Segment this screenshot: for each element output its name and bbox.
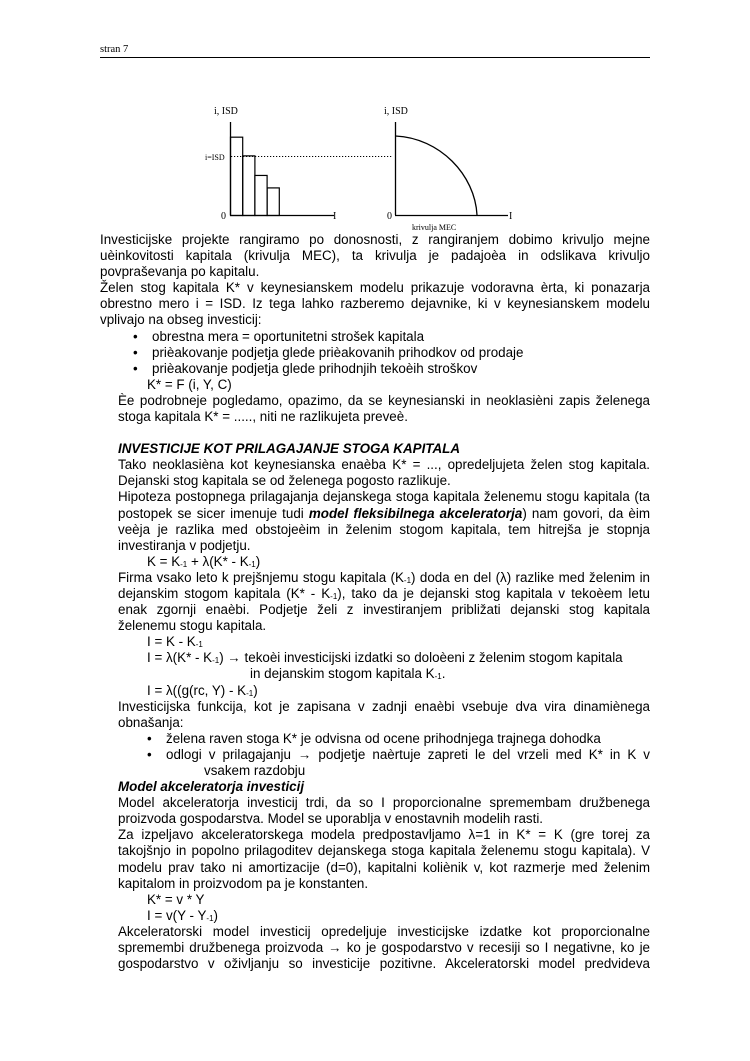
- paragraph: Za izpeljavo akceleratorskega modela predpostavljamo λ=1 in K* = K (gre torej za takojšnjo in popolno prilagoditev dejanskega stoga kapitala želenemu stogu kapitala). V modelu prav tako ni amortizacije (d=0), kapitalni koliènik v, kot razmerje med želenim kapitalom in proizvodom pa je konstanten.: [118, 827, 650, 891]
- equation: $I = v(Y - Y_{-1})$: [147, 907, 219, 923]
- project-bar: [255, 175, 267, 215]
- level-label: i=ISD: [205, 153, 225, 162]
- equation: $I = \lambda(K* - K_{-1})$ → tekoèi investicijski izdatki so doloèeni z želenim stogom kapitala: [147, 650, 623, 666]
- equation: $I = K - K_{-1}$: [147, 634, 203, 650]
- list-item: • prièakovanje podjetja glede prièakovanih prihodkov od prodaje: [133, 345, 650, 361]
- page-number-header: stran 7: [100, 44, 129, 55]
- mec-caption: krivulja MEC: [412, 223, 457, 232]
- equation-continuation: in dejanskim stogom kapitala $K_{-1}$.: [250, 666, 446, 682]
- left-chart: [205, 106, 393, 222]
- section-heading: INVESTICIJE KOT PRILAGAJANJE STOGA KAPITALA: [118, 441, 460, 457]
- list-item: • želena raven stoga K* je odvisna od ocene prihodnjega trajnega dohodka: [147, 731, 650, 747]
- project-bar: [267, 188, 279, 216]
- project-bar: [231, 137, 243, 215]
- right-x-axis-label: I: [509, 211, 513, 222]
- left-origin-label: 0: [221, 211, 226, 222]
- list-item: • odlogi v prilagajanju → podjetje naèrtuje zapreti le del vrzeli med K* in K v vsakem razdobju: [147, 747, 650, 779]
- left-y-axis-label: i, ISD: [214, 106, 238, 117]
- equation: K* = F (i, Y, C): [147, 376, 232, 392]
- paragraph: [118, 489, 650, 553]
- equation: $K = K_{-1} + \lambda(K* - K_{-1})$: [147, 553, 261, 569]
- left-x-axis-label: I: [333, 211, 337, 222]
- paragraph: Firma vsako leto k prejšnjemu stogu kapitala $(K_{-1})$ doda en del (λ) razlike med želenim in dejanskim stogom kapitala $(K* - K_{-1})$, tako da je dejanski stog kapitala v tekoèem letu enak zgornji enaèbi. Podjetje želi z investiranjem približati dejanski stog kapitala želenemu stogu kapitala.: [118, 569, 650, 634]
- equation: K* = v * Y: [147, 891, 205, 907]
- paragraph: Model akceleratorja investicij trdi, da so I proporcionalne spremembam družbenega proizvoda gospodarstva. Model se uporablja v enostavnih modelih rasti.: [118, 795, 650, 827]
- equation: I = λ((g(rc, $Y) - K_{-1}$): [147, 682, 258, 698]
- paragraph: Želen stog kapitala K* v keynesianskem modelu prikazuje vodoravna èrta, ki ponazarja obrestno mero i = ISD. Iz tega lahko razberemo dejavnike, ki v keynesianskem modelu vplivajo na obseg investicij:: [100, 280, 650, 328]
- factor-list: [100, 329, 650, 377]
- text: ) nam govori, da èim veèja je razlika med obstojeèim in želenim stogom kapitala, tem hitrejša je stopnja investiranja v podjetju.: [118, 505, 650, 553]
- mec-curve: [396, 136, 478, 215]
- document-body: [100, 232, 650, 972]
- paragraph: Investicijske projekte rangiramo po donosnosti, z rangiranjem dobimo krivuljo mejne uèinkovitosti kapitala (krivulja MEC), ta krivulja je padajoèa in odslikava krivuljo povpraševanja po kapitalu.: [100, 232, 650, 280]
- paragraph: Tako neoklasièna kot keynesianska enaèba K* = ..., opredeljujeta želen stog kapitala. Dejanski stog kapitala se od želenega pogosto razlikuje.: [118, 457, 650, 489]
- project-bar: [243, 156, 255, 216]
- section-heading: Model akceleratorja investicij: [118, 779, 305, 795]
- right-chart: [384, 106, 512, 232]
- right-origin-label: 0: [387, 211, 392, 222]
- paragraph: Èe podrobneje pogledamo, opazimo, da se keynesianski in neoklasièni zapis želenega stoga kapitala K* = ....., niti ne razlikujeta preveè.: [118, 392, 650, 425]
- list-item: • obrestna mera = oportunitetni strošek kapitala: [133, 329, 650, 345]
- list-item: • prièakovanje podjetja glede prihodnjih tekoèih stroškov: [133, 361, 650, 377]
- dynamics-list: [118, 731, 650, 779]
- emphasis-term: model fleksibilnega akceleratorja: [308, 505, 523, 521]
- text: Hipoteza postopnega prilagajanja dejanskega stoga kapitala želenemu stogu kapitala (ta postopek se sicer imenuje tudi: [118, 489, 650, 521]
- investment-figure: [0, 0, 750, 240]
- paragraph: Investicijska funkcija, kot je zapisana v zadnji enaèbi vsebuje dva vira dinamiènega obnašanja:: [118, 698, 650, 730]
- paragraph: Akceleratorski model investicij opredeljuje investicijske izdatke kot proporcionalne spremembi družbenega proizvoda → ko je gospodarstvo v recesiji so I negativne, ko je gospodarstvo v oživljanju so investicije pozitivne. Akceleratorski model predvideva: [118, 923, 650, 972]
- right-y-axis-label: i, ISD: [384, 106, 408, 117]
